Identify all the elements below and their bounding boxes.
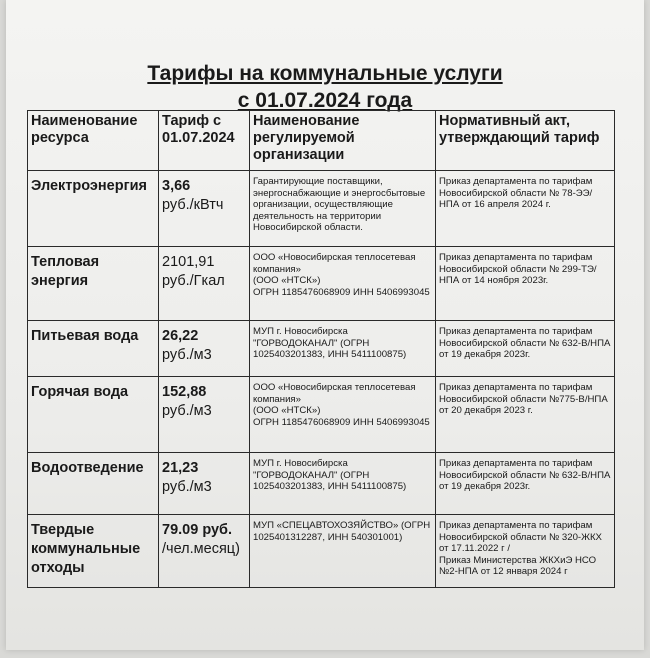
organization-text: ООО «Новосибирская теплосетевая компания» (ООО «НТСК») ОГРН 1185476068909 ИНН 5406993045 — [253, 252, 430, 298]
act-cell — [436, 171, 615, 247]
tariff-value: 2101,91 — [162, 254, 215, 270]
organization-text: ООО «Новосибирская теплосетевая компания» (ООО «НТСК») ОГРН 1185476068909 ИНН 5406993045 — [253, 382, 430, 428]
act-text: Приказ департамента по тарифам Новосибирской области №775-В/НПА от 20 декабря 2023 г. — [439, 382, 608, 416]
organization-cell — [250, 171, 436, 247]
tariff-value: 79.09 руб. — [162, 522, 233, 538]
resource-cell: Электроэнергия — [28, 171, 159, 247]
tariff-unit: руб./м3 — [162, 479, 212, 495]
header-tariff: Тариф с 01.07.2024 — [159, 111, 250, 171]
organization-cell — [250, 515, 436, 588]
organization-cell — [250, 247, 436, 321]
header-organization: Наименование регулируемой организации — [250, 111, 436, 171]
title-line-2: с 01.07.2024 года — [237, 89, 413, 112]
tariff-cell — [159, 171, 250, 247]
act-cell — [436, 377, 615, 453]
table-row — [28, 377, 615, 453]
resource-cell: Водоотведение — [28, 453, 159, 515]
act-cell — [436, 515, 615, 588]
organization-cell — [250, 377, 436, 453]
organization-text: Гарантирующие поставщики, энергоснабжающие и энергосбытовые организации, осуществляющие деятельность на территории Новосибирской области. — [253, 176, 426, 233]
tariff-unit: руб./кВтч — [162, 197, 224, 213]
tariff-value: 3,66 — [162, 178, 191, 194]
act-cell — [436, 453, 615, 515]
table-row — [28, 515, 615, 588]
act-cell — [436, 247, 615, 321]
tariff-cell — [159, 453, 250, 515]
header-resource: Наименование ресурса — [28, 111, 159, 171]
table-row — [28, 247, 615, 321]
tariff-cell — [159, 515, 250, 588]
tariff-unit: /чел.месяц) — [162, 541, 240, 557]
resource-cell: Питьевая вода — [28, 321, 159, 377]
act-text: Приказ департамента по тарифам Новосибирской области № 632-В/НПА от 19 декабря 2023г. — [439, 326, 611, 360]
tariff-value: 26,22 — [162, 328, 199, 344]
tariff-cell — [159, 321, 250, 377]
act-text: Приказ департамента по тарифам Новосибирской области № 78-ЭЭ/НПА от 16 апреля 2024 г. — [439, 176, 593, 210]
tariff-unit: руб./м3 — [162, 347, 212, 363]
tariff-value: 21,23 — [162, 460, 199, 476]
tariff-cell — [159, 247, 250, 321]
organization-text: МУП «СПЕЦАВТОХОЗЯЙСТВО» (ОГРН 1025401312287, ИНН 540301001) — [253, 520, 431, 543]
resource-cell: Горячая вода — [28, 377, 159, 453]
tariff-unit: руб./м3 — [162, 403, 212, 419]
organization-cell — [250, 321, 436, 377]
header-act: Нормативный акт, утверждающий тариф — [436, 111, 615, 171]
resource-cell: Твердые коммунальные отходы — [28, 515, 159, 588]
tariff-value: 152,88 — [162, 384, 207, 400]
organization-text: МУП г. Новосибирска "ГОРВОДОКАНАЛ" (ОГРН 1025403201383, ИНН 5411100875) — [253, 326, 407, 360]
act-text: Приказ департамента по тарифам Новосибирской области № 299-ТЭ/НПА от 14 ноября 2023г. — [439, 252, 597, 286]
table-row — [28, 453, 615, 515]
tariff-unit: руб./Гкал — [162, 273, 225, 289]
table-row — [28, 171, 615, 247]
act-text: Приказ департамента по тарифам Новосибирской области № 320-ЖКХ от 17.11.2022 г / Приказ Министерства ЖКХиЭ НСО №2-НПА от 12 января 2024 г — [439, 520, 602, 577]
act-text: Приказ департамента по тарифам Новосибирской области № 632-В/НПА от 19 декабря 2023г. — [439, 458, 611, 492]
table-row — [28, 321, 615, 377]
table-header-row — [28, 111, 615, 171]
act-cell — [436, 321, 615, 377]
tariffs-table — [27, 110, 615, 588]
title-line-1: Тарифы на коммунальные услуги — [147, 62, 503, 85]
organization-cell — [250, 453, 436, 515]
organization-text: МУП г. Новосибирска "ГОРВОДОКАНАЛ" (ОГРН 1025403201383, ИНН 5411100875) — [253, 458, 407, 492]
page-title — [6, 60, 644, 114]
resource-cell: Тепловая энергия — [28, 247, 159, 321]
tariff-cell — [159, 377, 250, 453]
